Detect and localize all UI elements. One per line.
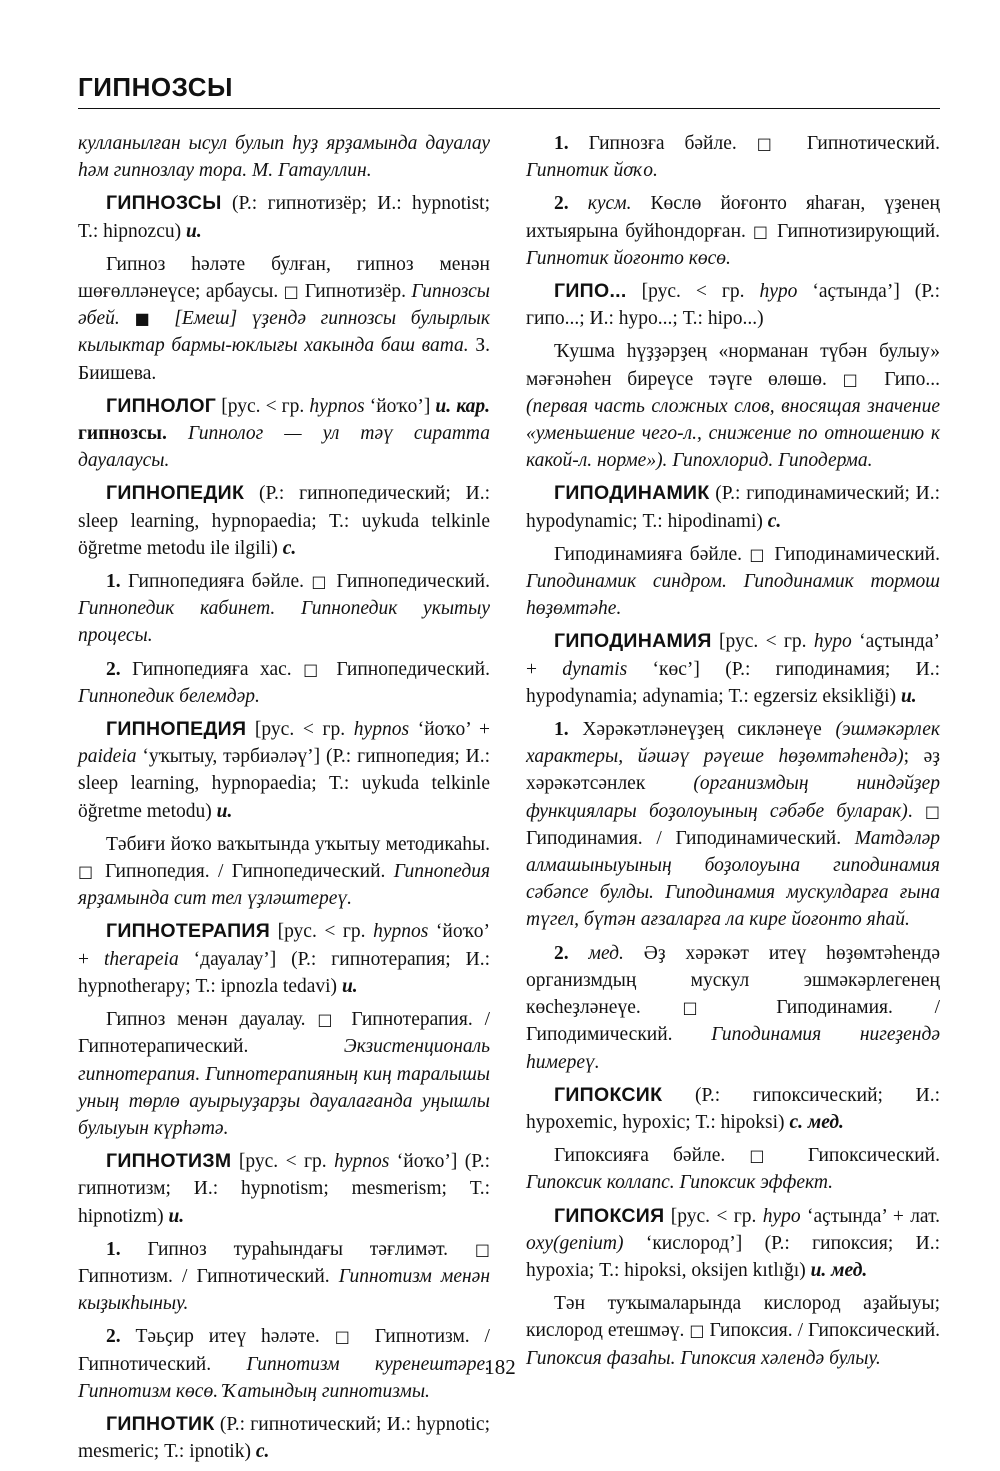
- etymology-gloss: ‘йоҡо’]: [364, 395, 436, 417]
- clarification-note: (эшмәкәрлек характеры, йәшәү рәүеше һөҙөмтәһендә): [526, 719, 940, 768]
- entry-gipodinamiya: [526, 628, 940, 710]
- definition-text: Гипноз тураһындағы тәғлимәт.: [120, 1238, 475, 1260]
- usage-example: Гипохлорид. Гиподерма.: [667, 450, 873, 472]
- usage-example: Гипнопедия ярҙамында сит тел үҙләштереү.: [78, 861, 491, 910]
- russian-equivalent: Гипнотический.: [786, 133, 940, 154]
- square-marker-icon: □: [756, 134, 787, 153]
- sense-number: 2.: [554, 942, 569, 964]
- definition-text: Ҡушма һүҙҙәрҙең «норманан түбән булыу» мәғәнәһен биреүсе тәүге өлөшө.: [526, 341, 940, 390]
- part-of-speech: и.: [185, 220, 202, 242]
- square-marker-icon: □: [303, 659, 325, 679]
- usage-example: Матдәләр алмашыныуының боҙолоуына гиподинамия сәбәпсе булды. Гиподинамия мускулдарға ғына түгел, бүтән ағзаларға ла кире йоғонто яһай.: [526, 827, 940, 931]
- entry-translations: ‘дауалау’] (Р.: гипнотерапия; И.: hypnotherapy; Т.: ipnozla tedavi): [78, 948, 491, 997]
- square-marker-icon: □: [311, 572, 330, 592]
- headword: ГИПОКСИК: [554, 1083, 663, 1106]
- usage-example: Гипнозсы әбей.: [78, 281, 490, 330]
- etymon: hypo: [762, 1205, 801, 1227]
- definition-text: Гиподинамияға бәйле.: [554, 543, 750, 565]
- etymon: paideia: [78, 746, 137, 768]
- part-of-speech: и. мед.: [810, 1259, 868, 1281]
- square-marker-icon: □: [752, 221, 771, 241]
- definition-text: Көслө йоғонто яһаған, үҙенең ихтыярына буйһондорған.: [526, 193, 940, 242]
- definition-text: Әҙ хәрәкәт итеү һөҙөмтәһендә организмдың мускул эшмәкәрлегенең көсһеҙләнеүе.: [526, 942, 940, 1019]
- usage-example: Гипнотизм менән кыҙыкһыныу.: [78, 1265, 490, 1315]
- quote-author: З. Биишева.: [78, 335, 490, 384]
- sense-1: [526, 716, 940, 934]
- entry-translations: ‘аҫтында’] (Р.: гипо...; И.: hypo...; Т.: hipo...): [526, 281, 941, 330]
- square-marker-icon: □: [749, 544, 767, 564]
- part-of-speech: с.: [282, 537, 297, 559]
- etymon: dynamis: [562, 658, 628, 680]
- usage-example: Гипнопедик кабинет. Гипнопедик укытыу процесы.: [78, 598, 490, 647]
- definition-text: Гипнопедияға бәйле.: [120, 571, 312, 593]
- definition-text: Гипнозға бәйле.: [568, 133, 757, 154]
- headword: ГИПОКСИЯ: [554, 1204, 665, 1227]
- sense-2: [78, 656, 490, 710]
- definition-text: Гипнопедияға хас.: [120, 658, 304, 680]
- usage-example: Гипнотик йоҡо.: [526, 160, 658, 182]
- entry-gipnozsy: [78, 190, 490, 244]
- entry-translations: (Р.: гипнопедический; И.: sleep learning, hypnopaedia; Т.: uykuda telkinle öğretme metodu ile ilgili): [78, 483, 490, 559]
- russian-equivalent: Гиподинамия. / Гиподинамический.: [526, 827, 855, 849]
- etymon: hypnos: [353, 719, 410, 741]
- entry-translations: (Р.: гипоксический; И.: hypoxemic, hypoxic; Т.: hipoksi): [526, 1084, 940, 1133]
- russian-equivalent: Гипнопедия. / Гипнопедический.: [96, 861, 394, 883]
- russian-equivalent: Гипоксический.: [783, 1145, 940, 1167]
- square-marker-icon: □: [689, 1321, 705, 1341]
- headword: ГИПНОЗСЫ: [106, 192, 222, 215]
- entry-translations: ‘көс’] (Р.: гиподинамия; И.: hypodynamia; adynamia; Т.: egzersiz eksikliği): [526, 658, 940, 707]
- russian-equivalent: Гипнопедический.: [329, 571, 490, 593]
- sense-number: 2.: [554, 193, 569, 215]
- sense-number: 1.: [554, 719, 569, 741]
- sense-number: 2.: [106, 1326, 121, 1348]
- headword: ГИПНОЛОГ: [106, 394, 217, 417]
- headword: ГИПО...: [554, 280, 627, 303]
- definition-text: Тәьҫир итеү һәләте.: [120, 1326, 335, 1348]
- literary-quote: [Емеш] үҙендә гипнозсы булырлык кылыктар бармы-юклығы хакында баш вата.: [78, 308, 490, 357]
- entry-gipnoterapiya: [78, 918, 490, 1000]
- punctuation: .: [907, 800, 925, 822]
- russian-equivalent: Гипнотизм. / Гипнотический.: [78, 1265, 339, 1287]
- usage-label: кусм.: [568, 193, 632, 215]
- etymon: hypnos: [309, 395, 365, 417]
- square-marker-icon: □: [749, 1146, 784, 1166]
- sense-1: [526, 130, 940, 184]
- sense-number: 2.: [106, 658, 121, 680]
- etymon: hypnos: [373, 921, 429, 943]
- usage-example: Гипнотизм куренештәре. Гипнотизм көсө. Ҡатындың гипнотизмы.: [78, 1353, 490, 1402]
- etymon: hypnos: [334, 1151, 390, 1173]
- etymon: hypo: [813, 631, 852, 653]
- entry-gipodinamik: [526, 480, 940, 534]
- part-of-speech: и.: [168, 1205, 185, 1227]
- usage-example: Гипоксия фазаһы. Гипоксия хәлендә булыу.: [526, 1347, 881, 1369]
- page-number: 182: [484, 1355, 516, 1379]
- usage-example: Гиподинамик синдром. Гиподинамик тормош һөҙөмтәһе.: [526, 571, 940, 620]
- definition: [526, 541, 940, 623]
- header-rule: [78, 108, 940, 109]
- square-marker-icon: □: [924, 801, 940, 821]
- etymology-text: [рус. < гр.: [711, 631, 814, 653]
- entry-translations: ‘кислород’] (Р.: гипоксия; И.: hypoxia; Т.: hipoksi, oksijen kıtlığı): [526, 1232, 940, 1281]
- etymon: therapeia: [103, 948, 179, 970]
- usage-example: Экзистенциональ гипнотерапия. Гипнотерапияның киң таралышы уның төрлө ауырыуҙарҙы дауалағанда уңышлы булыуын күрһәтә.: [78, 1036, 490, 1139]
- definition-text: Гипноз менән дауалау.: [106, 1009, 318, 1031]
- cross-reference: гипнозсы.: [78, 423, 167, 445]
- etymology-text: [рус. < гр.: [216, 395, 310, 417]
- filled-square-icon: ■: [119, 309, 175, 329]
- etymology-text: [рус. < гр.: [231, 1151, 335, 1173]
- usage-example: Гипнопедик белемдәр.: [78, 685, 260, 707]
- sense-number: 1.: [106, 1238, 121, 1260]
- usage-example: Гипнолог — ул тәү сиратта дауалаусы.: [78, 423, 490, 472]
- entry-gipnopediya: [78, 716, 490, 825]
- definition-text: Тәбиғи йоҡо ваҡытында уҡытыу методикаһы.: [106, 833, 490, 855]
- etymon: hypo: [759, 281, 798, 303]
- russian-equivalent: Гиподинамический.: [767, 543, 940, 565]
- headword: ГИПОДИНАМИЯ: [554, 630, 712, 653]
- definition: [78, 1006, 490, 1142]
- headword: ГИПНОТИЗМ: [106, 1150, 232, 1173]
- square-marker-icon: □: [334, 1327, 360, 1347]
- entry-gipoksik: [526, 1082, 940, 1136]
- headword: ГИПНОТЕРАПИЯ: [106, 920, 271, 943]
- headword: ГИПОДИНАМИК: [554, 482, 710, 505]
- etymology-text: [рус. < гр.: [664, 1205, 763, 1227]
- entry-gipnopedik: [78, 480, 490, 562]
- part-of-speech: с. мед.: [789, 1111, 844, 1133]
- continued-example: кулланылған ысул булып һуҙ ярҙамында дауалау һәм гипнозлау тора. М. Гатауллин.: [78, 133, 490, 182]
- definition: [78, 831, 490, 913]
- entry-translations: ‘йоҡо’] (Р.: гипнотизм; И.: hypnotism; mesmerism; Т.: hipnotizm): [78, 1151, 490, 1227]
- entry-translations: ‘уҡытыу, тәрбиәләү’] (Р.: гипнопедия; И.: sleep learning, hypnopaedia; Т.: uykuda telkinle öğretme metodu): [78, 746, 490, 822]
- definition: [526, 338, 940, 474]
- sense-1: [78, 1236, 490, 1318]
- headword: ГИПНОПЕДИЯ: [106, 718, 247, 741]
- entry-gipnolog: [78, 393, 490, 475]
- square-marker-icon: □: [474, 1239, 490, 1259]
- part-of-speech: и. кар.: [435, 395, 490, 417]
- part-of-speech: с.: [255, 1441, 270, 1463]
- definition-text: Гипноз һәләте булған, гипноз менән шөғөлләнеүсе; арбаусы.: [78, 253, 490, 303]
- square-marker-icon: □: [317, 1010, 340, 1030]
- definition-text: Гипоксияға бәйле.: [554, 1145, 750, 1167]
- definition-text: Тән туҡымаларында кислород аҙайыуы; кислород етешмәү.: [526, 1293, 940, 1342]
- running-head: ГИПНОЗСЫ: [78, 72, 233, 102]
- etymology-text: [рус. < гр.: [626, 281, 760, 303]
- definition: [526, 1142, 940, 1196]
- russian-equivalent: Гипоксия. / Гипоксический.: [704, 1320, 941, 1342]
- russian-equivalent: Гипнотизирующий.: [770, 220, 941, 242]
- clarification-note: (организмдың ниндәйҙер функциялары боҙолоуының сәбәбе буларак): [526, 773, 940, 822]
- entry-gipo: [526, 278, 940, 332]
- sense-2: [526, 190, 940, 272]
- part-of-speech: и.: [900, 685, 917, 707]
- sense-1: [78, 568, 490, 650]
- etymology-gloss: ‘аҫтында’ +: [526, 631, 941, 680]
- etymology-gloss: ‘аҫтында’ + лат.: [800, 1205, 940, 1227]
- part-of-speech: и.: [341, 975, 358, 997]
- part-of-speech: и.: [216, 800, 233, 822]
- left-column: [78, 130, 490, 1471]
- etymology-gloss: ‘йоҡо’ +: [409, 719, 491, 741]
- entry-gipnotik: [78, 1411, 490, 1465]
- usage-label: мед.: [568, 942, 624, 964]
- sense-number: 1.: [554, 133, 569, 154]
- entry-gipnotizm: [78, 1148, 490, 1230]
- russian-equivalent: Гиподинамия. / Гиподимический.: [526, 997, 941, 1046]
- square-marker-icon: □: [842, 369, 869, 389]
- headword: ГИПНОТИК: [106, 1412, 215, 1435]
- square-marker-icon: □: [283, 282, 300, 302]
- russian-equivalent: Гипнотизёр.: [299, 281, 412, 303]
- entry-translations: (Р.: гипнотизёр; И.: hypnotist; Т.: hipnozcu): [78, 193, 490, 242]
- definition: [78, 251, 490, 387]
- usage-example: Гипнотик йоғонто көсө.: [526, 247, 731, 269]
- definition-text: Хәрәкәтләнеүҙең сикләнеүе: [568, 719, 836, 741]
- russian-equivalent: Гипнотизм. / Гипнотический.: [78, 1326, 490, 1375]
- usage-example: Гипоксик коллапс. Гипоксик эффект.: [526, 1172, 834, 1194]
- etymon: oxy(genium): [526, 1232, 624, 1254]
- russian-equivalent: Гипнопедический.: [324, 658, 490, 680]
- russian-note: (первая часть сложных слов, вносящая значение «уменьшение чего-л., снижение по отношению к какой-л. норме»).: [526, 395, 940, 472]
- usage-example: Гиподинамия нигеҙендә һимереү.: [526, 1024, 941, 1073]
- square-marker-icon: □: [78, 862, 97, 882]
- sense-number: 1.: [106, 571, 121, 593]
- square-marker-icon: □: [682, 998, 735, 1018]
- russian-equivalent: Гипнотерапия. / Гипнотерапический.: [78, 1009, 490, 1058]
- entry-translations: (Р.: гиподинамический; И.: hypodynamic; Т.: hipodinami): [526, 483, 940, 532]
- etymology-gloss: ‘йоҡо’ +: [78, 921, 490, 970]
- entry-translations: (Р.: гипнотический; И.: hypnotic; mesmeric; Т.: ipnotik): [78, 1413, 490, 1463]
- russian-equivalent: Гипо...: [868, 368, 940, 390]
- entry-gipoksiya: [526, 1203, 940, 1285]
- etymology-text: [рус. < гр.: [270, 921, 374, 943]
- headword: ГИПНОПЕДИК: [106, 482, 245, 505]
- right-column: [526, 130, 940, 1378]
- sense-2: [526, 940, 940, 1076]
- etymology-text: [рус. < гр.: [246, 719, 354, 741]
- part-of-speech: с.: [767, 510, 782, 532]
- definition-text: ; әҙ хәрәкәтсәнлек: [526, 746, 940, 795]
